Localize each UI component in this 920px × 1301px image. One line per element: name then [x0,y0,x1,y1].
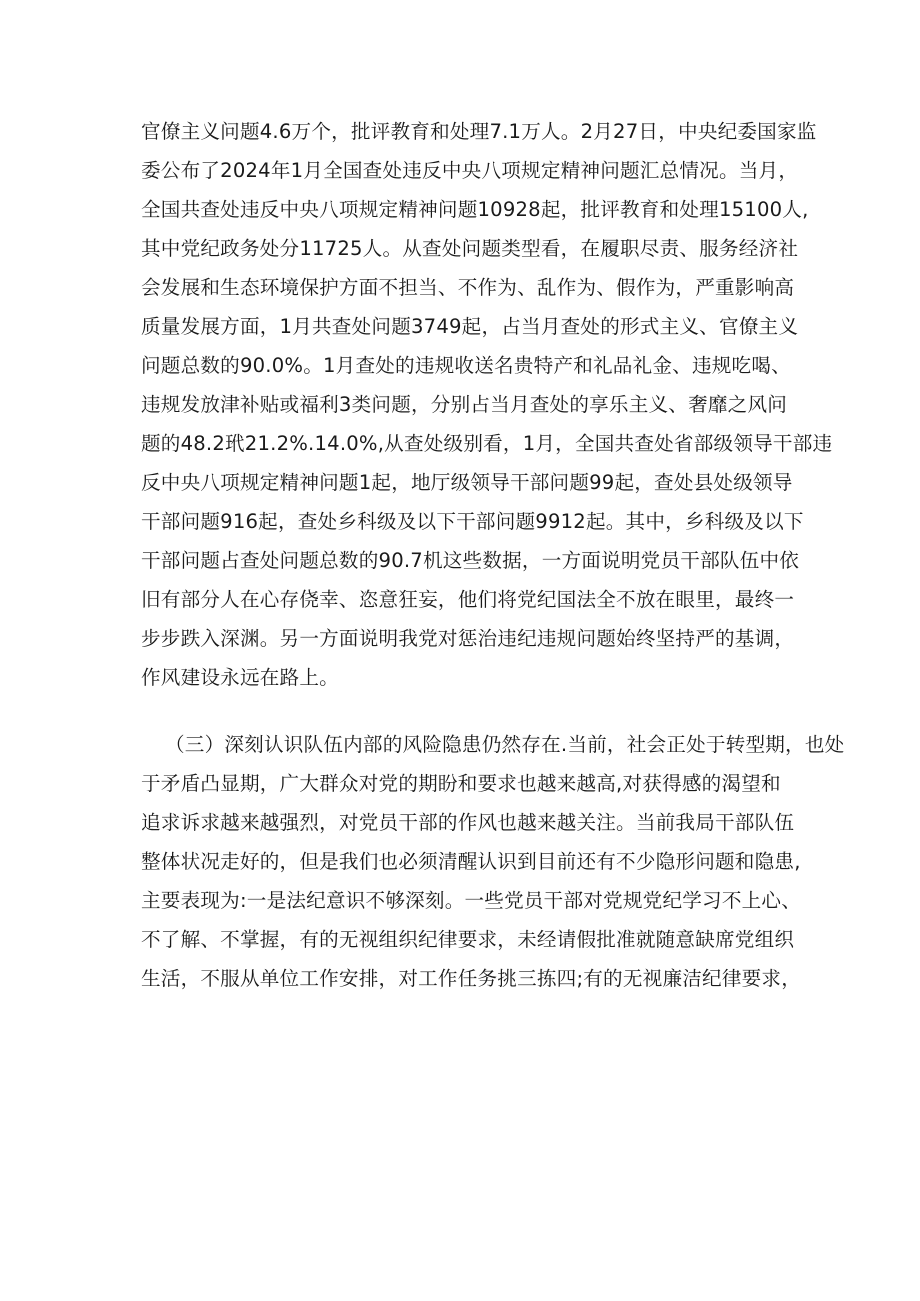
paragraph-line: 违规发放津补贴或福利3类问题，分别占当月查处的享乐主义、奢靡之风问 [141,393,788,416]
document-body [141,112,845,998]
paragraph-line: 题的48.2玳21.2%.14.0%,从查处级别看，1月，全国共查处省部级领导干部违 [141,432,833,455]
paragraph-2 [141,725,845,998]
paragraph-line-rest: 当前，社会正处于转型期，也处 [567,733,845,756]
paragraph-line: 质量发展方面，1月共查处问题3749起，占当月查处的形式主义、官僚主义 [141,315,799,338]
paragraph-line: 作风建设永远在路上。 [141,666,339,689]
paragraph-line: 追求诉求越来越强烈，对党员干部的作风也越来越关注。当前我局干部队伍 [141,811,795,834]
paragraph-line: 会发展和生态环境保护方面不担当、不作为、乱作为、假作为，严重影响高 [141,276,795,299]
paragraph-line: 于矛盾凸显期，广大群众对党的期盼和要求也越来越高,对获得感的渴望和 [141,772,781,795]
paragraph-line: 反中央八项规定精神问题1起，地厅级领导干部问题99起，查处县处级领导 [141,471,793,494]
paragraph-line: 干部问题占查处问题总数的90.7机这些数据，一方面说明党员干部队伍中依 [141,549,800,572]
paragraph-line: 委公布了2024年1月全国查处违反中央八项规定精神问题汇总情况。当月， [141,159,799,182]
paragraph-line: 问题总数的90.0%。1月查处的违规收送名贵特产和礼品礼金、违规吃喝、 [141,354,791,377]
paragraph-spacer [141,697,801,725]
paragraph-first-line [141,725,845,764]
paragraph-line: 整体状况走好的，但是我们也必须清醒认识到目前还有不少隐形问题和隐患, [141,850,801,873]
paragraph-line: 步步跌入深渊。另一方面说明我党对惩治违纪违规问题始终坚持严的基调， [141,627,795,650]
paragraph-line: 旧有部分人在心存侥幸、恣意狂妄，他们将党纪国法全不放在眼里，最终一 [141,588,795,611]
section-heading: （三）深刻认识队伍内部的风险隐患仍然存在. [165,733,568,756]
paragraph-line: 不了解、不掌握，有的无视组织纪律要求，未经请假批准就随意缺席党组织 [141,928,795,951]
paragraph-line: 生活，不服从单位工作安排，对工作任务挑三拣四;有的无视廉洁纪律要求， [141,967,801,990]
paragraph-line: 干部问题916起，查处乡科级及以下干部问题9912起。其中，乡科级及以下 [141,510,804,533]
paragraph-line: 全国共查处违反中央八项规定精神问题10928起，批评教育和处理15100人, [141,198,809,221]
paragraph-line: 官僚主义问题4.6万个，批评教育和处理7.1万人。2月27日，中央纪委国家监 [141,120,817,143]
paragraph-line: 其中党纪政务处分11725人。从查处问题类型看，在履职尽责、服务经济社 [141,237,799,260]
paragraph-line: 主要表现为:一是法纪意识不够深刻。一些党员干部对党规党纪学习不上心、 [141,889,801,912]
paragraph-1 [141,112,833,697]
